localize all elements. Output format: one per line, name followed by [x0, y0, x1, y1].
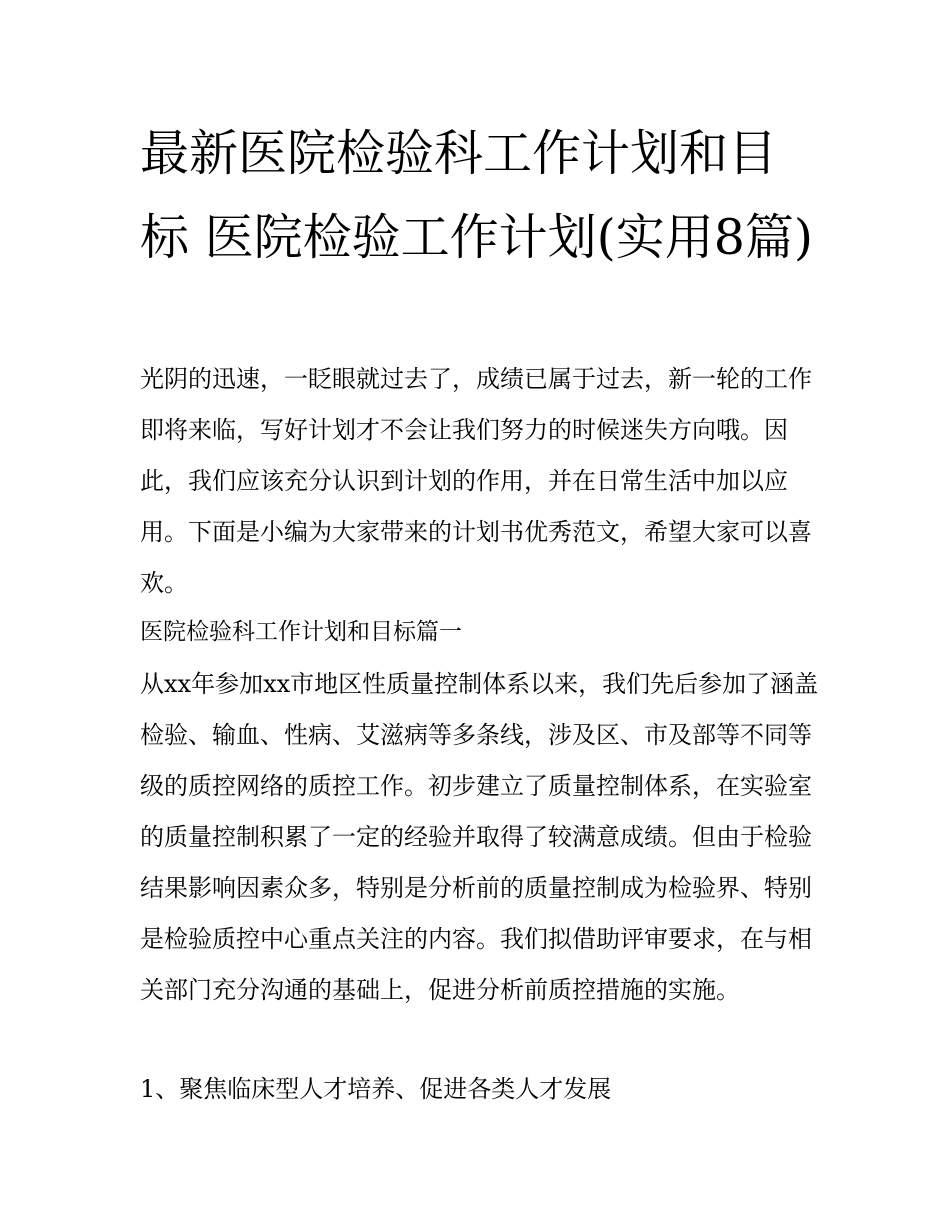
- intro-paragraph: 光阴的迅速，一眨眼就过去了，成绩已属于过去，新一轮的工作即将来临，写好计划才不会让我们努力的时候迷失方向哦。因此，我们应该充分认识到计划的作用，并在日常生活中加以应用。下面是小编为大家带来的计划书优秀范文，希望大家可以喜欢。: [140, 365, 812, 597]
- section-heading: 医院检验科工作计划和目标篇一: [140, 619, 462, 645]
- list-item-1: 1、聚焦临床型人才培养、促进各类人才发展: [140, 1075, 612, 1103]
- document-title: 最新医院检验科工作计划和目标 医院检验工作计划(实用8篇): [140, 125, 813, 266]
- section-paragraph: 从xx年参加xx市地区性质量控制体系以来，我们先后参加了涵盖检验、输血、性病、艾滋病等多条线，涉及区、市及部等不同等级的质控网络的质控工作。初步建立了质量控制体系，在实验室的质量控制积累了一定的经验并取得了较满意成绩。但由于检验结果影响因素众多，特别是分析前的质量控制成为检验界、特别是检验质控中心重点关注的内容。我们拟借助评审要求，在与相关部门充分沟通的基础上，促进分析前质控措施的实施。: [140, 670, 819, 1004]
